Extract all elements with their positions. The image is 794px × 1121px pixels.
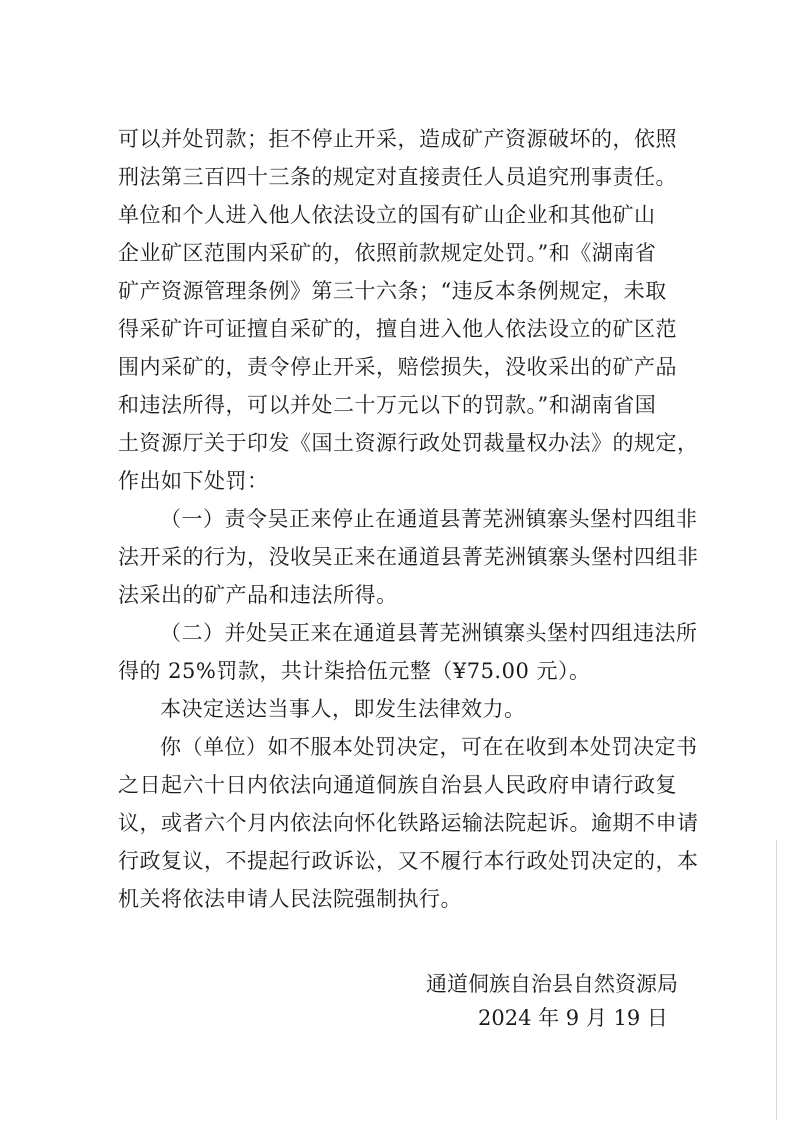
text-line: 得采矿许可证擅自采矿的，擅自进入他人依法设立的矿区范 bbox=[118, 317, 677, 341]
text-line: 刑法第三百四十三条的规定对直接责任人员追究刑事责任。 bbox=[118, 165, 677, 189]
text-line: （一）责令吴正来停止在通道县菁芜洲镇寨头堡村四组非 bbox=[160, 507, 698, 531]
text-line: 土资源厅关于印发《国土资源行政处罚裁量权办法》的规定， bbox=[118, 431, 699, 455]
scan-edge-line bbox=[776, 840, 777, 1120]
text-line: 围内采矿的，责令停止开采，赔偿损失，没收采出的矿产品 bbox=[118, 355, 677, 379]
text-line: （二）并处吴正来在通道县菁芜洲镇寨头堡村四组违法所 bbox=[160, 621, 698, 645]
text-line: 行政复议，不提起行政诉讼，又不履行本行政处罚决定的，本 bbox=[118, 849, 699, 873]
text-line: 议，或者六个月内依法向怀化铁路运输法院起诉。逾期不申请 bbox=[118, 811, 699, 835]
text-line: 本决定送达当事人，即发生法律效力。 bbox=[160, 697, 526, 721]
text-line: 和违法所得，可以并处二十万元以下的罚款。”和湖南省国 bbox=[118, 393, 657, 417]
text-line: 法采出的矿产品和违法所得。 bbox=[118, 583, 398, 607]
text-line: 单位和个人进入他人依法设立的国有矿山企业和其他矿山 bbox=[118, 203, 656, 227]
text-line: 企业矿区范围内采矿的，依照前款规定处罚。”和《湖南省 bbox=[118, 241, 657, 265]
text-line: 得的 25%罚款，共计柒拾伍元整（¥75.00 元）。 bbox=[118, 659, 591, 683]
text-line: 法开采的行为，没收吴正来在通道县菁芜洲镇寨头堡村四组非 bbox=[118, 545, 699, 569]
text-line: 之日起六十日内依法向通道侗族自治县人民政府申请行政复 bbox=[118, 773, 677, 797]
text-line: 矿产资源管理条例》第三十六条；“违反本条例规定，未取 bbox=[118, 279, 667, 303]
text-line: 机关将依法申请人民法院强制执行。 bbox=[118, 887, 462, 911]
text-line: 可以并处罚款；拒不停止开采，造成矿产资源破坏的，依照 bbox=[118, 127, 677, 151]
issuing-authority: 通道侗族自治县自然资源局 bbox=[426, 972, 678, 996]
document-body bbox=[118, 120, 698, 918]
issue-date: 2024 年 9 月 19 日 bbox=[478, 1006, 668, 1030]
text-line: 你（单位）如不服本处罚决定，可在在收到本处罚决定书 bbox=[160, 735, 698, 759]
text-line: 作出如下处罚： bbox=[118, 469, 269, 493]
